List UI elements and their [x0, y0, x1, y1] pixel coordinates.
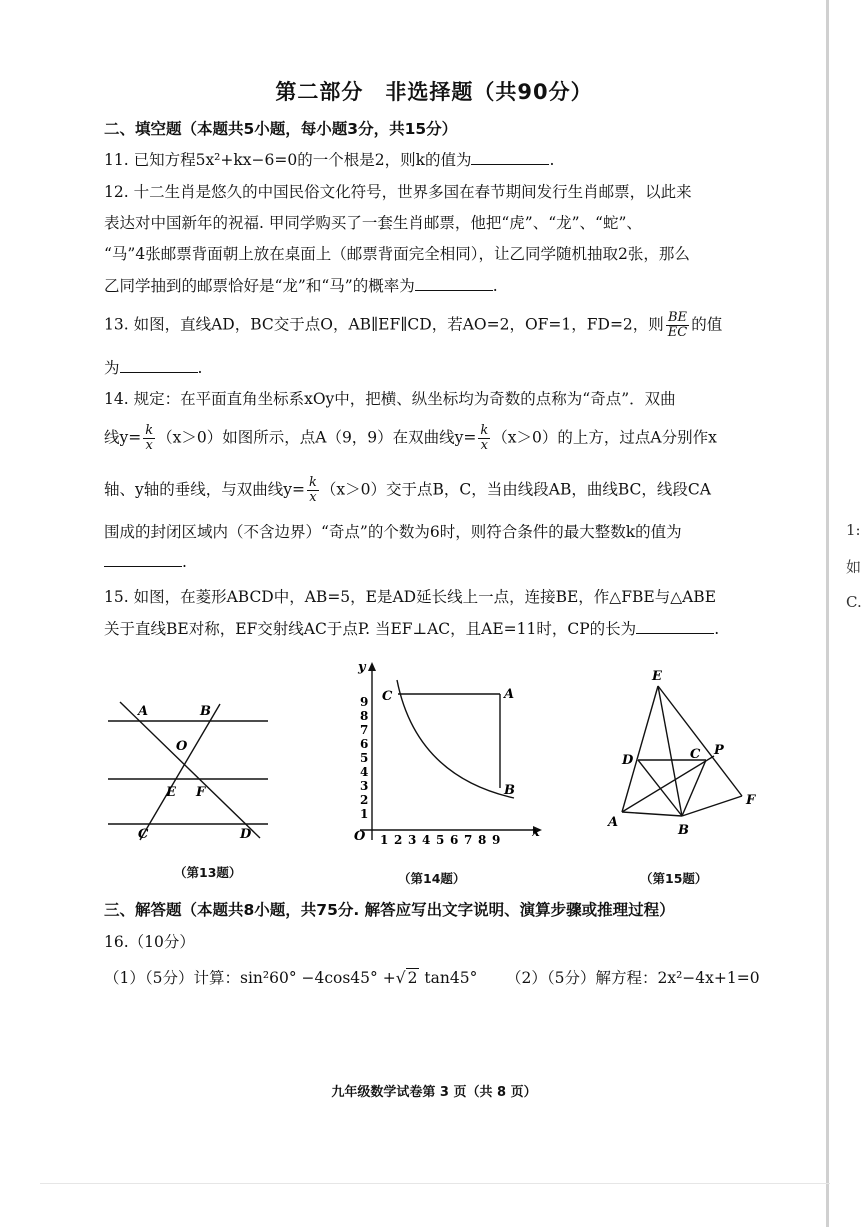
q11-text: 11. 已知方程5x²+kx−6=0的一个根是2，则k的值为 — [104, 151, 472, 169]
margin-text-2: 如 — [846, 558, 862, 576]
q13-line2 — [104, 356, 202, 378]
label-a: A — [138, 704, 149, 719]
y-axis-label: y — [358, 660, 366, 675]
q13-line1-text: 13. 如图，直线AD，BC交于点O，AB∥EF∥CD，若AO=2，OF=1，FD=2，则 — [104, 315, 664, 334]
q14-fraction-1 — [143, 424, 155, 453]
q14-frac1-den: x — [145, 438, 153, 453]
label-o: O — [176, 739, 188, 754]
q16-part1-expr-b: tan45° — [424, 969, 478, 987]
q16-part1-sqrt: 2 — [407, 969, 418, 987]
q14-line3 — [104, 476, 711, 505]
q12-line3: “马”4张邮票背面朝上放在桌面上（邮票背面完全相同），让乙同学随机抽取2张，那么 — [104, 245, 690, 263]
q13-end: . — [197, 359, 203, 377]
y-tick-9: 9 — [360, 695, 369, 709]
q13-fraction — [666, 311, 689, 340]
q14-fraction-2 — [478, 424, 490, 453]
label-c: C — [382, 689, 393, 704]
label-e: E — [652, 669, 662, 684]
q14-frac2-num: k — [480, 423, 489, 438]
label-d: D — [622, 753, 634, 768]
q16-part1-label: （1）（5分）计算： — [104, 969, 240, 987]
origin-label: O — [354, 829, 366, 844]
segment-ab — [622, 812, 682, 816]
y-tick-labels — [360, 695, 368, 821]
q16-part2: （2）（5分）解方程：2x²−4x+1=0 — [506, 969, 760, 987]
y-tick-6: 6 — [360, 737, 369, 751]
y-tick-2: 2 — [360, 793, 369, 807]
q14-frac3-den: x — [309, 490, 317, 505]
segment-db — [638, 760, 682, 816]
line-ad — [120, 702, 260, 838]
q14-line2-c: （x＞0）的上方，过点A分别作x — [492, 428, 717, 447]
q16-part1 — [104, 966, 477, 988]
q11-answer-blank[interactable] — [471, 150, 549, 165]
q13-line1 — [104, 311, 722, 340]
label-p: P — [714, 743, 724, 758]
label-b: B — [678, 823, 689, 838]
hyperbola-curve — [397, 680, 514, 798]
q15-end: . — [714, 620, 720, 638]
q16-header: 16.（10分） — [104, 933, 195, 951]
page-footer: 九年级数学试卷第 3 页（共 8 页） — [331, 1085, 537, 1100]
x-tick-7: 7 — [464, 833, 473, 847]
segment-eb — [658, 686, 682, 816]
x-tick-8: 8 — [478, 833, 487, 847]
q13-frac-num: BE — [666, 311, 689, 326]
q14-frac1-num: k — [145, 423, 154, 438]
x-tick-4: 4 — [422, 833, 431, 847]
x-tick-3: 3 — [408, 833, 417, 847]
label-b: B — [504, 783, 515, 798]
segment-bf — [682, 796, 742, 816]
y-tick-1: 1 — [360, 807, 369, 821]
q14-line1: 14. 规定：在平面直角坐标系xOy中，把横、纵坐标均为奇数的点称为“奇点”．双曲 — [104, 390, 676, 408]
label-c: C — [690, 747, 701, 762]
q13-frac-den: EC — [667, 325, 688, 340]
label-a: A — [504, 687, 515, 702]
bottom-rule — [40, 1183, 830, 1184]
line-bc — [140, 704, 220, 840]
label-a: A — [608, 815, 619, 830]
label-f: F — [746, 793, 756, 808]
section3-heading: 三、解答题（本题共8小题，共75分. 解答应写出文字说明、演算步骤或推理过程） — [104, 901, 675, 919]
label-c: C — [138, 827, 149, 842]
q12-line2: 表达对中国新年的祝福. 甲同学购买了一套生肖邮票，他把“虎”、“龙”、“蛇”、 — [104, 214, 642, 232]
y-axis-arrow — [368, 662, 376, 671]
margin-text-1: 1: — [846, 521, 861, 539]
q14-frac3-num: k — [309, 475, 317, 490]
sqrt-icon: √ — [395, 969, 406, 987]
segment-ef — [658, 686, 742, 796]
q14-fraction-3 — [307, 476, 319, 505]
x-axis-label: x — [532, 825, 540, 840]
figure-14 — [340, 658, 550, 853]
figure-15 — [600, 664, 770, 844]
figure-13-caption: （第13题） — [174, 865, 242, 880]
x-tick-5: 5 — [436, 833, 445, 847]
q14-line3-b: （x＞0）交于点B，C，当由线段AB，曲线BC，线段CA — [320, 480, 711, 499]
q15-line2-text: 关于直线BE对称，EF交射线AC于点P. 当EF⊥AC，且AE=11时，CP的长为 — [104, 620, 637, 638]
q12-line4 — [104, 274, 498, 296]
q15-line1: 15. 如图，在菱形ABCD中，AB=5，E是AD延长线上一点，连接BE，作△FBE与△ABE — [104, 588, 717, 606]
y-tick-3: 3 — [360, 779, 369, 793]
x-tick-2: 2 — [394, 833, 403, 847]
q14-line2-a: 线y= — [104, 428, 142, 447]
q12-line4-text: 乙同学抽到的邮票恰好是“龙”和“马”的概率为 — [104, 277, 415, 295]
x-tick-labels — [380, 833, 500, 847]
q13-answer-blank[interactable] — [120, 358, 198, 373]
label-d: D — [240, 827, 252, 842]
q14-end: . — [182, 553, 187, 571]
y-tick-5: 5 — [360, 751, 369, 765]
q12-line1: 12. 十二生肖是悠久的中国民俗文化符号，世界多国在春节期间发行生肖邮票，以此来 — [104, 183, 692, 201]
page-edge — [826, 0, 829, 1227]
q15-answer-blank[interactable] — [636, 619, 714, 634]
q14-line5 — [104, 552, 187, 571]
label-f: F — [196, 785, 206, 800]
q13-line2-text: 为 — [104, 359, 120, 377]
q15-line2 — [104, 617, 719, 639]
q16-part1-expr-a: sin²60° −4cos45° + — [239, 969, 396, 987]
q14-answer-blank[interactable] — [104, 552, 182, 567]
x-tick-9: 9 — [492, 833, 501, 847]
q14-frac2-den: x — [480, 438, 489, 453]
q14-line4: 围成的封闭区域内（不含边界）“奇点”的个数为6时，则符合条件的最大整数k的值为 — [104, 523, 682, 541]
q14-line2 — [104, 424, 717, 453]
question-11 — [104, 148, 554, 170]
figure-14-caption: （第14题） — [398, 871, 466, 886]
y-tick-7: 7 — [360, 723, 369, 737]
q14-line2-b: （x＞0）如图所示，点A（9，9）在双曲线y= — [157, 428, 477, 447]
q11-end: . — [549, 151, 555, 169]
x-tick-6: 6 — [450, 833, 459, 847]
q12-answer-blank[interactable] — [415, 276, 493, 291]
label-b: B — [200, 704, 211, 719]
q12-end: . — [492, 277, 498, 295]
q13-line1-tail: 的值 — [691, 315, 723, 334]
label-e: E — [166, 785, 176, 800]
margin-text-3: C. — [846, 593, 862, 611]
figure-15-caption: （第15题） — [640, 871, 708, 886]
figure-13 — [100, 690, 280, 850]
y-tick-8: 8 — [360, 709, 369, 723]
x-tick-1: 1 — [380, 833, 389, 847]
page-title: 第二部分 非选择题（共90分） — [275, 80, 593, 104]
q14-line3-a: 轴、y轴的垂线，与双曲线y= — [104, 480, 306, 499]
section2-heading: 二、填空题（本题共5小题，每小题3分，共15分） — [104, 120, 458, 138]
y-tick-4: 4 — [360, 765, 369, 779]
